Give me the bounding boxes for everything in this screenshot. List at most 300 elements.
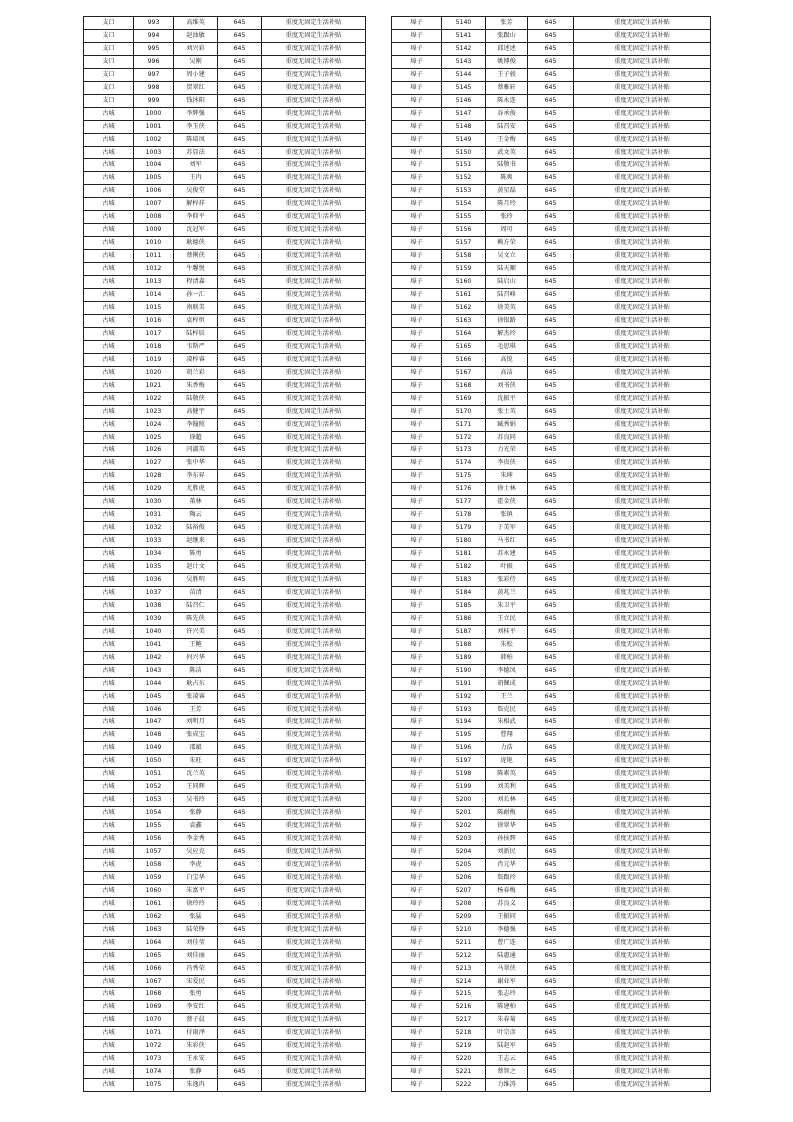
number-cell: 1004 — [134, 159, 174, 172]
name-cell: 付雨泽 — [174, 1027, 218, 1040]
name-cell: 闫淑英 — [174, 444, 218, 457]
amount-cell: 645 — [218, 185, 262, 198]
town-cell: 支口 — [84, 42, 134, 55]
name-cell: 叶振 — [486, 561, 528, 574]
name-cell: 陈建柏 — [486, 1001, 528, 1014]
amount-cell: 645 — [218, 535, 262, 548]
town-cell: 古城 — [84, 573, 134, 586]
name-cell: 张猛 — [174, 910, 218, 923]
category-cell: 重度无固定生活补贴 — [262, 483, 366, 496]
town-cell: 埠子 — [392, 522, 442, 535]
town-cell: 埠子 — [392, 755, 442, 768]
town-cell: 埠子 — [392, 198, 442, 211]
name-cell: 吴书玲 — [174, 794, 218, 807]
town-cell: 古城 — [84, 833, 134, 846]
table-row — [84, 535, 366, 548]
amount-cell: 645 — [528, 133, 574, 146]
amount-cell: 645 — [528, 1001, 574, 1014]
town-cell: 埠子 — [392, 29, 442, 42]
name-cell: 陆梓辰 — [174, 327, 218, 340]
name-cell: 徐银路 — [486, 314, 528, 327]
name-cell: 陆召安 — [486, 120, 528, 133]
table-row — [392, 1001, 711, 1014]
category-cell: 重度无固定生活补贴 — [574, 185, 711, 198]
town-cell: 古城 — [84, 1053, 134, 1066]
category-cell: 重度无固定生活补贴 — [262, 107, 366, 120]
name-cell: 邵斌 — [174, 742, 218, 755]
amount-cell: 645 — [528, 703, 574, 716]
name-cell: 吴应克 — [174, 846, 218, 859]
category-cell: 重度无固定生活补贴 — [262, 962, 366, 975]
table-row — [84, 858, 366, 871]
number-cell: 5189 — [442, 651, 486, 664]
name-cell: 李金秀 — [174, 833, 218, 846]
category-cell: 重度无固定生活补贴 — [574, 405, 711, 418]
name-cell: 袁梓恒 — [174, 314, 218, 327]
town-cell: 埠子 — [392, 910, 442, 923]
table-row — [84, 133, 366, 146]
table-row — [84, 716, 366, 729]
number-cell: 1067 — [134, 975, 174, 988]
name-cell: 陈永连 — [486, 94, 528, 107]
number-cell: 5194 — [442, 716, 486, 729]
name-cell: 陆召仁 — [174, 599, 218, 612]
town-cell: 埠子 — [392, 742, 442, 755]
table-row — [392, 68, 711, 81]
table-row — [392, 94, 711, 107]
number-cell: 5213 — [442, 962, 486, 975]
name-cell: 李东昇 — [174, 470, 218, 483]
town-cell: 古城 — [84, 185, 134, 198]
amount-cell: 645 — [218, 237, 262, 250]
name-cell: 解杰玲 — [486, 327, 528, 340]
amount-cell: 645 — [528, 522, 574, 535]
amount-cell: 645 — [218, 1001, 262, 1014]
category-cell: 重度无固定生活补贴 — [262, 1053, 366, 1066]
name-cell: 贺翠红 — [174, 81, 218, 94]
category-cell: 重度无固定生活补贴 — [574, 949, 711, 962]
category-cell: 重度无固定生活补贴 — [574, 781, 711, 794]
name-cell: 沈兰英 — [174, 768, 218, 781]
category-cell: 重度无固定生活补贴 — [574, 820, 711, 833]
name-cell: 李安红 — [174, 1001, 218, 1014]
table-row — [84, 988, 366, 1001]
category-cell: 重度无固定生活补贴 — [574, 250, 711, 263]
amount-cell: 645 — [528, 211, 574, 224]
category-cell: 重度无固定生活补贴 — [262, 871, 366, 884]
amount-cell: 645 — [218, 301, 262, 314]
name-cell: 刘军 — [174, 159, 218, 172]
table-row — [84, 677, 366, 690]
number-cell: 1023 — [134, 405, 174, 418]
amount-cell: 645 — [528, 910, 574, 923]
number-cell: 5151 — [442, 159, 486, 172]
name-cell: 徐美英 — [486, 301, 528, 314]
category-cell: 重度无固定生活补贴 — [574, 172, 711, 185]
town-cell: 古城 — [84, 444, 134, 457]
number-cell: 5150 — [442, 146, 486, 159]
town-cell: 埠子 — [392, 1014, 442, 1027]
town-cell: 古城 — [84, 301, 134, 314]
table-row — [392, 807, 711, 820]
amount-cell: 645 — [528, 237, 574, 250]
number-cell: 1045 — [134, 690, 174, 703]
number-cell: 1011 — [134, 250, 174, 263]
number-cell: 1033 — [134, 535, 174, 548]
name-cell: 朱松 — [486, 638, 528, 651]
number-cell: 1069 — [134, 1001, 174, 1014]
amount-cell: 645 — [218, 120, 262, 133]
table-row — [392, 301, 711, 314]
town-cell: 古城 — [84, 107, 134, 120]
number-cell: 5203 — [442, 833, 486, 846]
name-cell: 臧秀娟 — [486, 418, 528, 431]
number-cell: 1009 — [134, 224, 174, 237]
number-cell: 1014 — [134, 289, 174, 302]
number-cell: 999 — [134, 94, 174, 107]
category-cell: 重度无固定生活补贴 — [574, 198, 711, 211]
number-cell: 1034 — [134, 548, 174, 561]
number-cell: 5142 — [442, 42, 486, 55]
left-subsidy-table — [83, 16, 366, 1092]
name-cell: 耿占东 — [174, 677, 218, 690]
category-cell: 重度无固定生活补贴 — [574, 807, 711, 820]
table-row — [392, 988, 711, 1001]
category-cell: 重度无固定生活补贴 — [574, 353, 711, 366]
town-cell: 埠子 — [392, 794, 442, 807]
category-cell: 重度无固定生活补贴 — [262, 548, 366, 561]
amount-cell: 645 — [218, 664, 262, 677]
amount-cell: 645 — [528, 1079, 574, 1092]
town-cell: 古城 — [84, 159, 134, 172]
number-cell: 1035 — [134, 561, 174, 574]
table-row — [84, 651, 366, 664]
category-cell: 重度无固定生活补贴 — [574, 1053, 711, 1066]
town-cell: 古城 — [84, 690, 134, 703]
amount-cell: 645 — [218, 42, 262, 55]
category-cell: 重度无固定生活补贴 — [262, 68, 366, 81]
category-cell: 重度无固定生活补贴 — [574, 897, 711, 910]
category-cell: 重度无固定生活补贴 — [574, 211, 711, 224]
number-cell: 5195 — [442, 729, 486, 742]
town-cell: 埠子 — [392, 172, 442, 185]
table-row — [84, 729, 366, 742]
table-row — [84, 664, 366, 677]
name-cell: 张静 — [174, 1066, 218, 1079]
amount-cell: 645 — [528, 651, 574, 664]
category-cell: 重度无固定生活补贴 — [574, 314, 711, 327]
category-cell: 重度无固定生活补贴 — [574, 379, 711, 392]
number-cell: 1057 — [134, 846, 174, 859]
name-cell: 张成宝 — [174, 729, 218, 742]
name-cell: 张静 — [174, 807, 218, 820]
category-cell: 重度无固定生活补贴 — [262, 781, 366, 794]
name-cell: 李虎 — [174, 858, 218, 871]
number-cell: 1074 — [134, 1066, 174, 1079]
table-row — [392, 276, 711, 289]
category-cell: 重度无固定生活补贴 — [574, 237, 711, 250]
name-cell: 胡兰彩 — [174, 366, 218, 379]
number-cell: 1058 — [134, 858, 174, 871]
table-row — [84, 431, 366, 444]
name-cell: 陆天顺 — [486, 263, 528, 276]
number-cell: 1036 — [134, 573, 174, 586]
table-row — [84, 392, 366, 405]
amount-cell: 645 — [528, 897, 574, 910]
amount-cell: 645 — [528, 612, 574, 625]
name-cell: 武文英 — [486, 146, 528, 159]
number-cell: 5144 — [442, 68, 486, 81]
name-cell: 赵继来 — [174, 535, 218, 548]
amount-cell: 645 — [218, 703, 262, 716]
town-cell: 埠子 — [392, 833, 442, 846]
table-row — [392, 405, 711, 418]
amount-cell: 645 — [218, 172, 262, 185]
name-cell: 朱春菊 — [486, 1014, 528, 1027]
category-cell: 重度无固定生活补贴 — [574, 470, 711, 483]
amount-cell: 645 — [528, 871, 574, 884]
amount-cell: 645 — [528, 677, 574, 690]
amount-cell: 645 — [528, 198, 574, 211]
town-cell: 埠子 — [392, 483, 442, 496]
number-cell: 1054 — [134, 807, 174, 820]
number-cell: 995 — [134, 42, 174, 55]
category-cell: 重度无固定生活补贴 — [262, 884, 366, 897]
number-cell: 5197 — [442, 755, 486, 768]
town-cell: 支口 — [84, 55, 134, 68]
table-row — [392, 263, 711, 276]
table-row — [392, 211, 711, 224]
town-cell: 古城 — [84, 949, 134, 962]
category-cell: 重度无固定生活补贴 — [574, 677, 711, 690]
table-row — [84, 276, 366, 289]
number-cell: 1031 — [134, 509, 174, 522]
number-cell: 1046 — [134, 703, 174, 716]
name-cell: 张玲 — [486, 211, 528, 224]
amount-cell: 645 — [218, 366, 262, 379]
category-cell: 重度无固定生活补贴 — [574, 29, 711, 42]
town-cell: 古城 — [84, 431, 134, 444]
category-cell: 重度无固定生活补贴 — [574, 988, 711, 1001]
name-cell: 刘佳莹 — [174, 936, 218, 949]
category-cell: 重度无固定生活补贴 — [262, 42, 366, 55]
number-cell: 5221 — [442, 1066, 486, 1079]
amount-cell: 645 — [528, 664, 574, 677]
town-cell: 埠子 — [392, 729, 442, 742]
name-cell: 张镇 — [486, 509, 528, 522]
amount-cell: 645 — [528, 29, 574, 42]
town-cell: 埠子 — [392, 418, 442, 431]
table-row — [84, 846, 366, 859]
name-cell: 陆召峰 — [486, 289, 528, 302]
number-cell: 5217 — [442, 1014, 486, 1027]
amount-cell: 645 — [218, 509, 262, 522]
table-row — [392, 522, 711, 535]
number-cell: 5158 — [442, 250, 486, 263]
amount-cell: 645 — [218, 677, 262, 690]
name-cell: 谷承俊 — [486, 107, 528, 120]
number-cell: 5205 — [442, 858, 486, 871]
table-row — [392, 224, 711, 237]
table-row — [392, 509, 711, 522]
name-cell: 朱卫平 — [486, 599, 528, 612]
table-row — [392, 81, 711, 94]
name-cell: 张士英 — [486, 405, 528, 418]
number-cell: 1028 — [134, 470, 174, 483]
town-cell: 古城 — [84, 314, 134, 327]
category-cell: 重度无固定生活补贴 — [574, 42, 711, 55]
amount-cell: 645 — [218, 107, 262, 120]
number-cell: 5207 — [442, 884, 486, 897]
number-cell: 5175 — [442, 470, 486, 483]
name-cell: 沈振平 — [486, 392, 528, 405]
table-row — [392, 146, 711, 159]
number-cell: 5200 — [442, 794, 486, 807]
category-cell: 重度无固定生活补贴 — [574, 392, 711, 405]
name-cell: 陈勇 — [174, 548, 218, 561]
name-cell: 王子骏 — [486, 68, 528, 81]
town-cell: 埠子 — [392, 366, 442, 379]
amount-cell: 645 — [218, 146, 262, 159]
category-cell: 重度无固定生活补贴 — [574, 289, 711, 302]
town-cell: 埠子 — [392, 1040, 442, 1053]
amount-cell: 645 — [528, 975, 574, 988]
table-row — [84, 314, 366, 327]
category-cell: 重度无固定生活补贴 — [574, 651, 711, 664]
amount-cell: 645 — [528, 716, 574, 729]
number-cell: 993 — [134, 17, 174, 30]
number-cell: 1000 — [134, 107, 174, 120]
number-cell: 5157 — [442, 237, 486, 250]
category-cell: 重度无固定生活补贴 — [262, 846, 366, 859]
name-cell: 王振同 — [486, 910, 528, 923]
category-cell: 重度无固定生活补贴 — [262, 198, 366, 211]
category-cell: 重度无固定生活补贴 — [262, 276, 366, 289]
table-row — [84, 1027, 366, 1040]
town-cell: 埠子 — [392, 42, 442, 55]
category-cell: 重度无固定生活补贴 — [262, 366, 366, 379]
amount-cell: 645 — [528, 794, 574, 807]
number-cell: 1061 — [134, 897, 174, 910]
number-cell: 1005 — [134, 172, 174, 185]
category-cell: 重度无固定生活补贴 — [574, 768, 711, 781]
table-row — [392, 625, 711, 638]
number-cell: 5209 — [442, 910, 486, 923]
category-cell: 重度无固定生活补贴 — [262, 794, 366, 807]
category-cell: 重度无固定生活补贴 — [574, 340, 711, 353]
table-row — [392, 379, 711, 392]
town-cell: 古城 — [84, 638, 134, 651]
number-cell: 1024 — [134, 418, 174, 431]
name-cell: 宋爱民 — [174, 975, 218, 988]
town-cell: 古城 — [84, 1001, 134, 1014]
amount-cell: 645 — [528, 742, 574, 755]
name-cell: 刘新民 — [486, 846, 528, 859]
number-cell: 1006 — [134, 185, 174, 198]
category-cell: 重度无固定生活补贴 — [262, 651, 366, 664]
number-cell: 1072 — [134, 1040, 174, 1053]
town-cell: 古城 — [84, 586, 134, 599]
table-row — [84, 1040, 366, 1053]
name-cell: 高健宇 — [174, 405, 218, 418]
amount-cell: 645 — [218, 897, 262, 910]
number-cell: 5211 — [442, 936, 486, 949]
name-cell: 孙一汇 — [174, 289, 218, 302]
table-row — [84, 366, 366, 379]
table-row — [392, 444, 711, 457]
table-row — [84, 1001, 366, 1014]
category-cell: 重度无固定生活补贴 — [574, 1040, 711, 1053]
amount-cell: 645 — [218, 522, 262, 535]
amount-cell: 645 — [218, 55, 262, 68]
amount-cell: 645 — [218, 690, 262, 703]
table-row — [84, 444, 366, 457]
category-cell: 重度无固定生活补贴 — [574, 120, 711, 133]
table-row — [84, 1079, 366, 1092]
amount-cell: 645 — [528, 729, 574, 742]
number-cell: 5166 — [442, 353, 486, 366]
name-cell: 高洁 — [486, 366, 528, 379]
town-cell: 埠子 — [392, 107, 442, 120]
town-cell: 埠子 — [392, 897, 442, 910]
amount-cell: 645 — [528, 81, 574, 94]
name-cell: 张彩侍 — [486, 573, 528, 586]
category-cell: 重度无固定生活补贴 — [262, 250, 366, 263]
amount-cell: 645 — [218, 858, 262, 871]
category-cell: 重度无固定生活补贴 — [262, 379, 366, 392]
table-row — [392, 1027, 711, 1040]
amount-cell: 645 — [218, 457, 262, 470]
category-cell: 重度无固定生活补贴 — [262, 833, 366, 846]
table-row — [392, 599, 711, 612]
category-cell: 重度无固定生活补贴 — [262, 237, 366, 250]
table-row — [392, 1079, 711, 1092]
town-cell: 埠子 — [392, 625, 442, 638]
right-subsidy-table — [391, 16, 711, 1092]
number-cell: 5173 — [442, 444, 486, 457]
name-cell: 陆赵军 — [486, 1040, 528, 1053]
category-cell: 重度无固定生活补贴 — [574, 755, 711, 768]
table-row — [84, 263, 366, 276]
town-cell: 古城 — [84, 392, 134, 405]
name-cell: 胡佩成 — [486, 677, 528, 690]
town-cell: 埠子 — [392, 1001, 442, 1014]
town-cell: 古城 — [84, 548, 134, 561]
number-cell: 5148 — [442, 120, 486, 133]
amount-cell: 645 — [528, 509, 574, 522]
town-cell: 古城 — [84, 988, 134, 1001]
table-row — [392, 431, 711, 444]
town-cell: 古城 — [84, 522, 134, 535]
town-cell: 古城 — [84, 794, 134, 807]
category-cell: 重度无固定生活补贴 — [262, 120, 366, 133]
amount-cell: 645 — [218, 755, 262, 768]
number-cell: 1021 — [134, 379, 174, 392]
table-row — [84, 690, 366, 703]
category-cell: 重度无固定生活补贴 — [262, 211, 366, 224]
name-cell: 刘佳丽 — [174, 949, 218, 962]
name-cell: 钱沐阳 — [174, 94, 218, 107]
name-cell: 李德凤 — [486, 664, 528, 677]
category-cell: 重度无固定生活补贴 — [262, 301, 366, 314]
town-cell: 古城 — [84, 910, 134, 923]
name-cell: 凌梓睿 — [174, 353, 218, 366]
table-row — [84, 146, 366, 159]
category-cell: 重度无固定生活补贴 — [574, 1001, 711, 1014]
category-cell: 重度无固定生活补贴 — [574, 910, 711, 923]
number-cell: 5186 — [442, 612, 486, 625]
amount-cell: 645 — [528, 936, 574, 949]
